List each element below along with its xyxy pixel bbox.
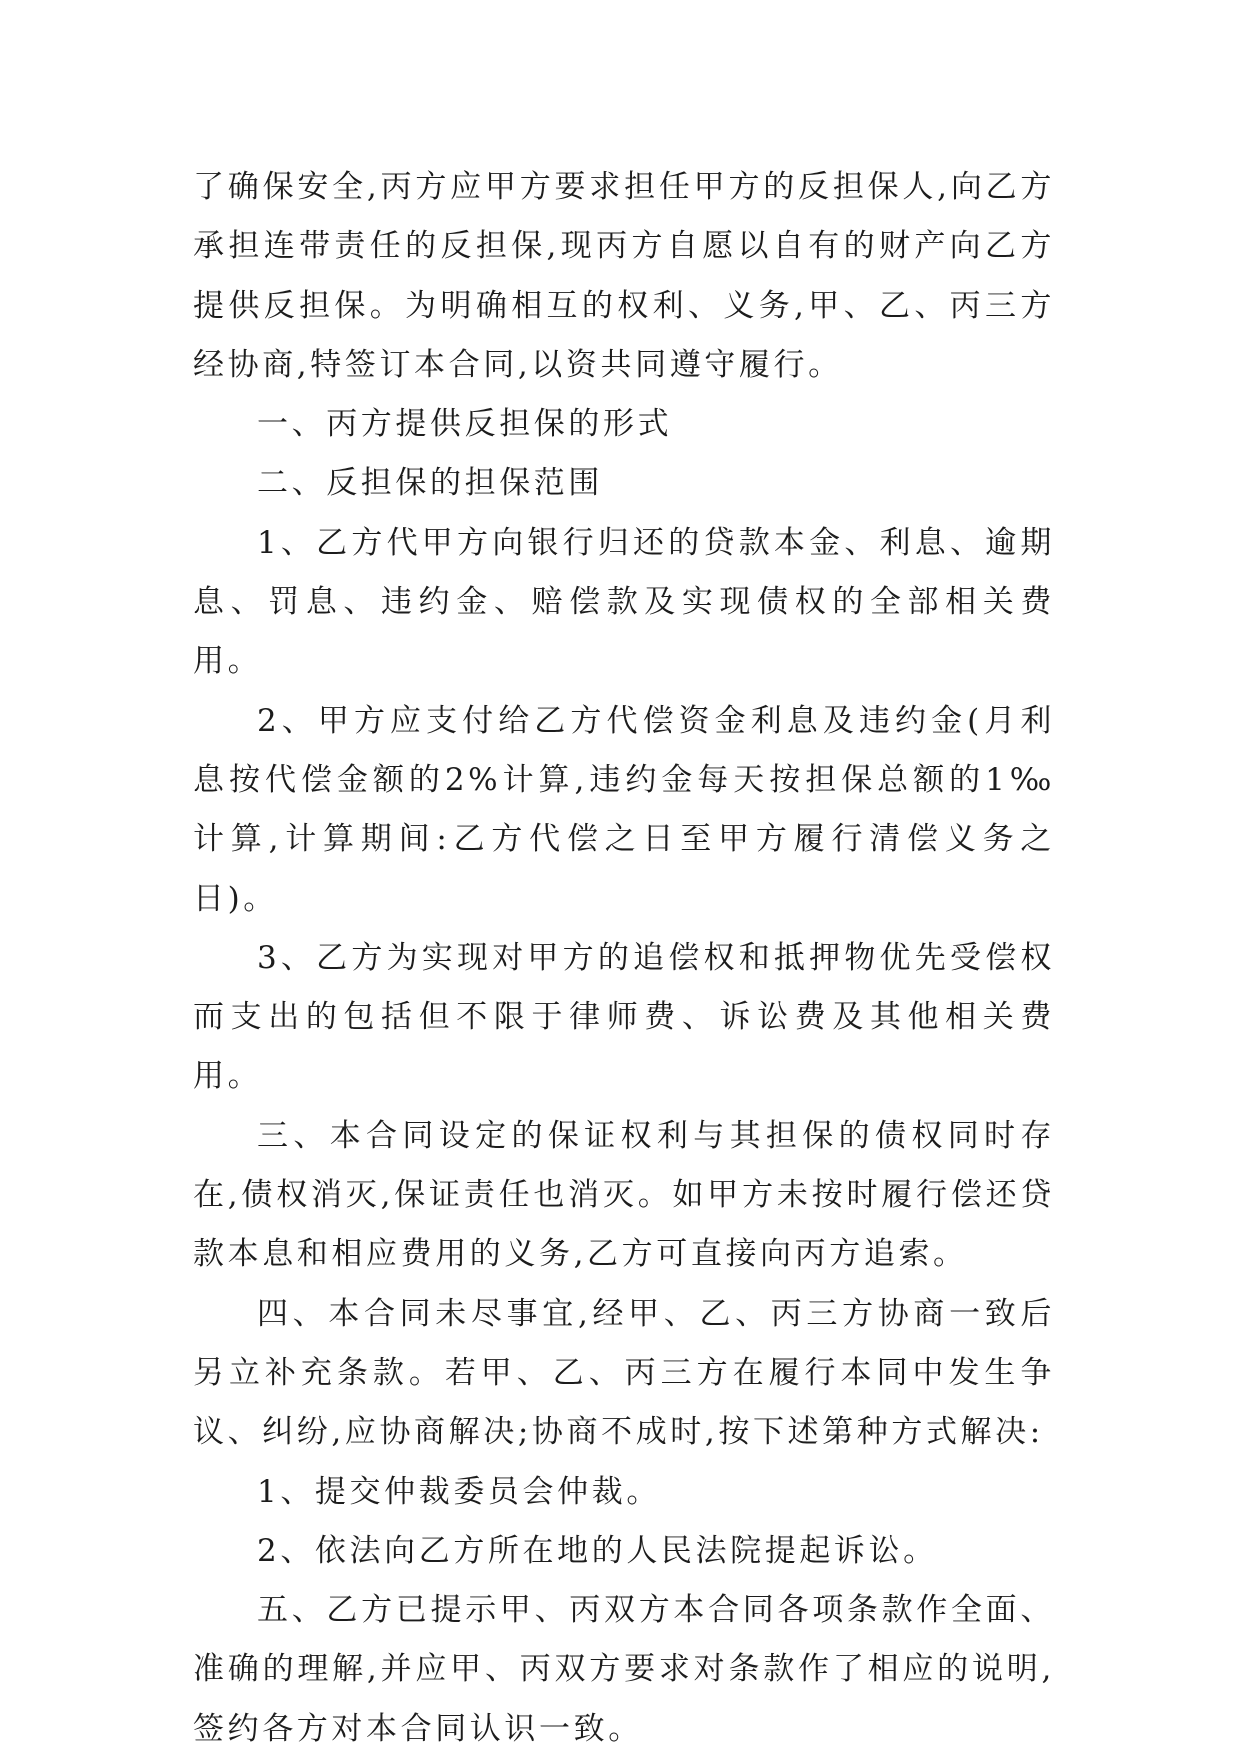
section-5: 五、乙方已提示甲、丙双方本合同各项条款作全面、准确的理解,并应甲、丙双方要求对条款作了相应的说明,签约各方对本合同认识一致。: [193, 1592, 1055, 1747]
list-item-4-2: 2、依法向乙方所在地的人民法院提起诉讼。: [257, 1532, 938, 1569]
list-item-4-1: 1、提交仲裁委员会仲裁。: [257, 1473, 661, 1510]
list-item-2-1: 1、乙方代甲方向银行归还的贷款本金、利息、逾期息、罚息、违约金、赔偿款及实现债权的全部相关费用。: [193, 524, 1055, 680]
section-heading-1: 一、丙方提供反担保的形式: [257, 406, 673, 443]
section-3: 三、本合同设定的保证权利与其担保的债权同时存在,债权消灭,保证责任也消灭。如甲方未按时履行偿还贷款本息和相应费用的义务,乙方可直接向丙方追索。: [193, 1117, 1055, 1273]
list-item-2-2: 2、甲方应支付给乙方代偿资金利息及违约金(月利息按代偿金额的2%计算,违约金每天按担保总额的1‰计算,计算期间:乙方代偿之日至甲方履行清偿义务之日)。: [193, 702, 1055, 917]
paragraph-preamble: 了确保安全,丙方应甲方要求担任甲方的反担保人,向乙方承担连带责任的反担保,现丙方自愿以自有的财产向乙方提供反担保。为明确相互的权利、义务,甲、乙、丙三方经协商,特签订本合同,以资共同遵守履行。: [193, 169, 1055, 383]
section-heading-2: 二、反担保的担保范围: [257, 465, 603, 502]
section-4: 四、本合同未尽事宜,经甲、乙、丙三方协商一致后另立补充条款。若甲、乙、丙三方在履行本同中发生争议、纠纷,应协商解决;协商不成时,按下述第种方式解决:: [193, 1295, 1055, 1451]
document-body: [193, 158, 1055, 1759]
list-item-2-3: 3、乙方为实现对甲方的追偿权和抵押物优先受偿权而支出的包括但不限于律师费、诉讼费及其他相关费用。: [193, 939, 1055, 1095]
